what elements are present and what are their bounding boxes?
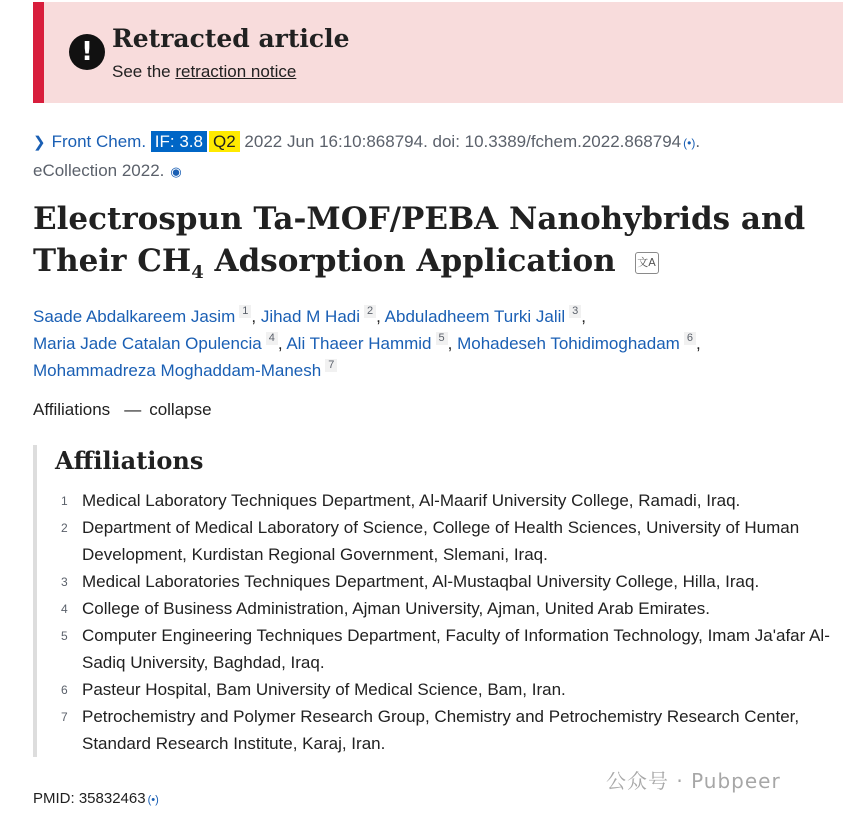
affiliation-ref[interactable]: 6 (684, 332, 696, 345)
retraction-notice-link[interactable]: retraction notice (175, 62, 297, 81)
collapse-action[interactable]: collapse (149, 400, 212, 419)
author-link[interactable]: Mohammadreza Moghaddam-Manesh (33, 361, 322, 380)
affiliation-ref[interactable]: 1 (239, 305, 251, 318)
affiliation-number: 3 (61, 575, 68, 589)
author-link[interactable]: Saade Abdalkareem Jasim (33, 307, 236, 326)
affiliation-item (37, 676, 845, 703)
broadcast-icon[interactable]: (•) (147, 794, 159, 806)
broadcast-icon[interactable]: (•) (683, 136, 696, 150)
author-item (33, 361, 337, 380)
affiliation-text: College of Business Administration, Ajman University, Ajman, United Arab Emirates. (82, 599, 711, 618)
title-part2: Adsorption Application (203, 243, 616, 279)
affiliation-item (37, 703, 845, 757)
title-subscript: 4 (191, 262, 204, 284)
author-item (33, 307, 251, 326)
author-item (457, 334, 696, 353)
watermark: 公众号 · Pubpeer (606, 769, 781, 793)
journal-link[interactable]: Front Chem. (51, 132, 147, 151)
affiliation-number: 5 (61, 629, 68, 643)
title-part1: Electrospun Ta-MOF/PEBA Nanohybrids and Their CH (33, 201, 806, 279)
affiliations-toggle[interactable] (33, 400, 212, 420)
affiliation-item (37, 622, 845, 676)
camera-icon[interactable]: ◉ (170, 164, 182, 179)
affiliation-ref[interactable]: 5 (436, 332, 448, 345)
impact-factor-badge: IF: 3.8 (151, 131, 207, 152)
affiliation-item (37, 568, 845, 595)
affiliation-number: 2 (61, 521, 68, 535)
author-link[interactable]: Abduladheem Turki Jalil (384, 307, 566, 326)
affiliation-text: Medical Laboratory Techniques Department, Al-Maarif University College, Ramadi, Iraq. (82, 491, 741, 510)
affiliation-item (37, 595, 845, 622)
affiliation-number: 1 (61, 494, 68, 508)
author-list: Saade Abdalkareem Jasim 1 , Jihad M Hadi 2 , Abduladheem Turki Jalil 3 , Maria Jade Catalan Opulencia 4 , Ali Thaeer Hammid 5 , Mohadeseh Tohidimoghadam 6 , Mohammadreza Moghaddam-Manesh 7 (33, 305, 701, 380)
translate-icon[interactable]: 文A (635, 252, 659, 274)
exclamation-icon: ! (69, 34, 105, 70)
author-item (33, 334, 278, 353)
author-link[interactable]: Mohadeseh Tohidimoghadam (457, 334, 680, 353)
affiliation-text: Petrochemistry and Polymer Research Group, Chemistry and Petrochemistry Research Center, Standard Research Institute, Karaj, Iran. (82, 707, 800, 753)
pmid (33, 790, 159, 807)
retraction-banner (33, 2, 843, 103)
affiliation-number: 7 (61, 710, 68, 724)
quartile-badge: Q2 (209, 131, 240, 152)
banner-title: Retracted article (112, 24, 350, 53)
affiliation-item (37, 514, 845, 568)
author-item (261, 307, 376, 326)
author-link[interactable]: Jihad M Hadi (260, 307, 361, 326)
author-link[interactable]: Maria Jade Catalan Opulencia (33, 334, 262, 353)
author-item (385, 307, 582, 326)
affiliations-toggle-label: Affiliations (33, 400, 111, 419)
affiliation-item (37, 487, 845, 514)
affiliation-ref[interactable]: 2 (364, 305, 376, 318)
affiliation-ref[interactable]: 3 (569, 305, 581, 318)
banner-subtitle (112, 62, 296, 82)
citation-details: 2022 Jun 16:10:868794. doi: 10.3389/fchem.2022.868794 (244, 132, 682, 151)
pmid-label: PMID: (33, 790, 75, 807)
affiliation-number: 6 (61, 683, 68, 697)
chevron-right-icon[interactable]: ❯ (33, 134, 46, 151)
citation: ❯ Front Chem. IF: 3.8 Q2 2022 Jun 16:10:868794. doi: 10.3389/fchem.2022.868794 (•). eCollection 2022. ◉ (33, 132, 701, 180)
affiliation-ref[interactable]: 4 (266, 332, 278, 345)
affiliation-ref[interactable]: 7 (325, 359, 337, 372)
affiliation-text: Department of Medical Laboratory of Science, College of Health Sciences, University of Human Development, Kurdistan Regional Government, Slemani, Iraq. (82, 518, 800, 564)
affiliation-number: 4 (61, 602, 68, 616)
affiliations-heading: Affiliations (55, 446, 204, 475)
affiliations-list (37, 487, 845, 757)
affiliation-text: Computer Engineering Techniques Department, Faculty of Information Technology, Imam Ja'afar Al-Sadiq University, Baghdad, Iraq. (82, 626, 830, 672)
ecollection: eCollection 2022. (33, 161, 165, 180)
affiliation-text: Medical Laboratories Techniques Department, Al-Mustaqbal University College, Hilla, Iraq. (82, 572, 760, 591)
toggle-dash: — (124, 400, 142, 419)
affiliation-text: Pasteur Hospital, Bam University of Medical Science, Bam, Iran. (82, 680, 566, 699)
article-title (33, 198, 833, 294)
affiliations-panel (33, 445, 845, 757)
banner-see-the: See the (112, 62, 171, 81)
author-link[interactable]: Ali Thaeer Hammid (286, 334, 432, 353)
author-item (286, 334, 447, 353)
pmid-value: 35832463 (78, 790, 146, 807)
